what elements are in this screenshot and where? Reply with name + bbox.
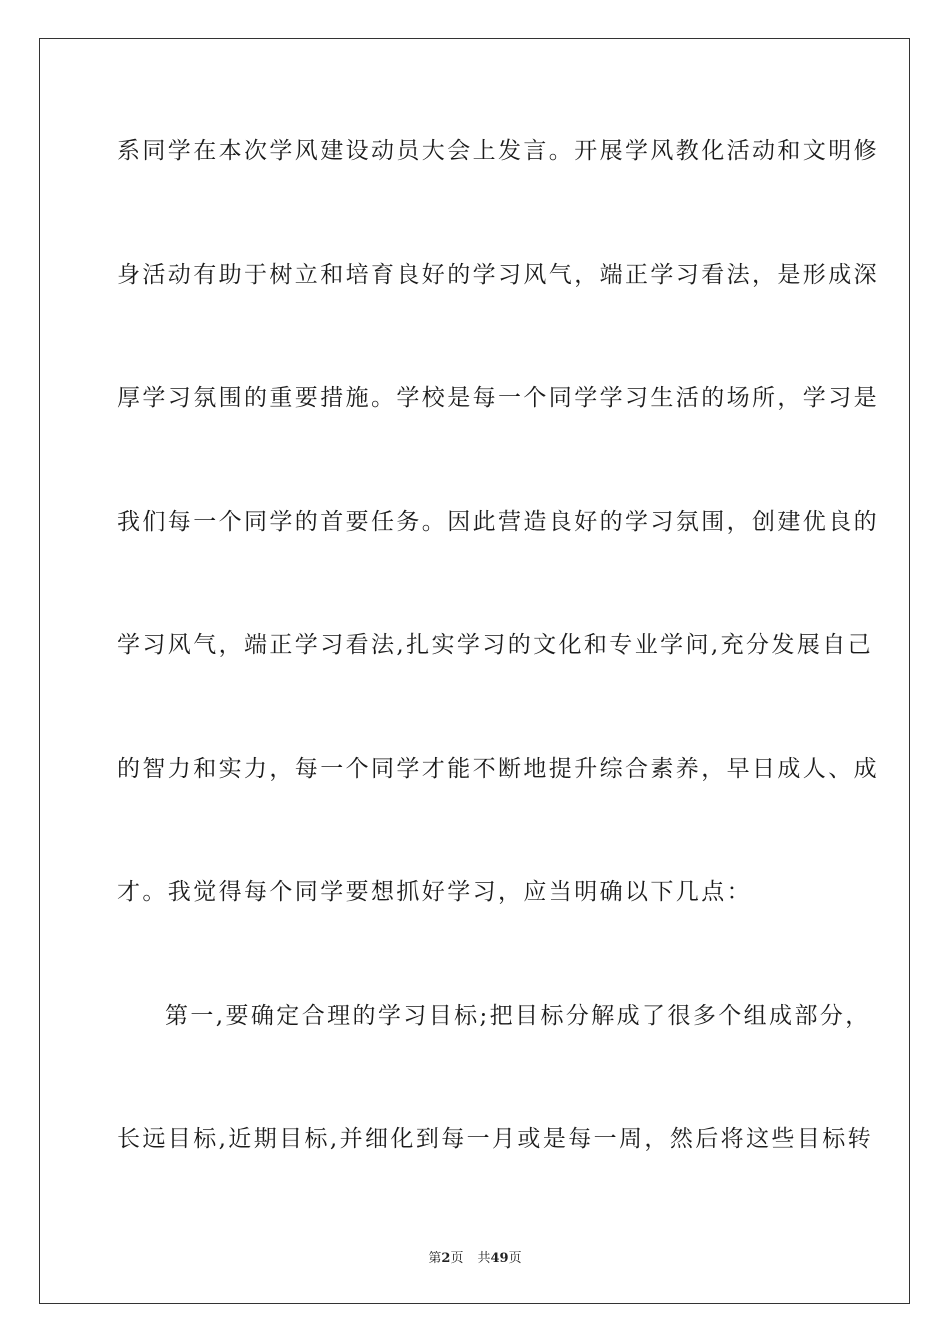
page-unit: 页 bbox=[450, 1251, 464, 1266]
total-unit: 页 bbox=[508, 1251, 522, 1266]
page-footer bbox=[0, 1247, 950, 1266]
paragraph-line: 才。我觉得每个同学要想抓好学习，应当明确以下几点： bbox=[117, 879, 752, 905]
page-number: 2 bbox=[441, 1251, 451, 1266]
paragraph-line: 的智力和实力，每一个同学才能不断地提升综合素养，早日成人、成 bbox=[117, 755, 879, 782]
total-prefix: 共 bbox=[477, 1251, 491, 1266]
paragraph-line: 厚学习氛围的重要措施。学校是每一个同学学习生活的场所，学习是 bbox=[117, 385, 879, 411]
paragraph-line: 长远目标,近期目标,并细化到每一月或是每一周，然后将这些目标转 bbox=[117, 1126, 874, 1152]
paragraph-line: 我们每一个同学的首要任务。因此营造良好的学习氛围，创建优良的 bbox=[117, 508, 879, 535]
paragraph-line: 系同学在本次学风建设动员大会上发言。开展学风教化活动和文明修 bbox=[117, 138, 879, 164]
paragraph-line: 学习风气，端正学习看法,扎实学习的文化和专业学问,充分发展自己 bbox=[117, 632, 874, 658]
paragraph-line: 身活动有助于树立和培育良好的学习风气，端正学习看法，是形成深 bbox=[117, 261, 879, 288]
paragraph-line-indented: 第一,要确定合理的学习目标;把目标分解成了很多个组成部分， bbox=[165, 1002, 871, 1029]
page-prefix: 第 bbox=[428, 1251, 442, 1266]
page-total: 49 bbox=[490, 1251, 509, 1266]
body-text bbox=[117, 128, 879, 1240]
